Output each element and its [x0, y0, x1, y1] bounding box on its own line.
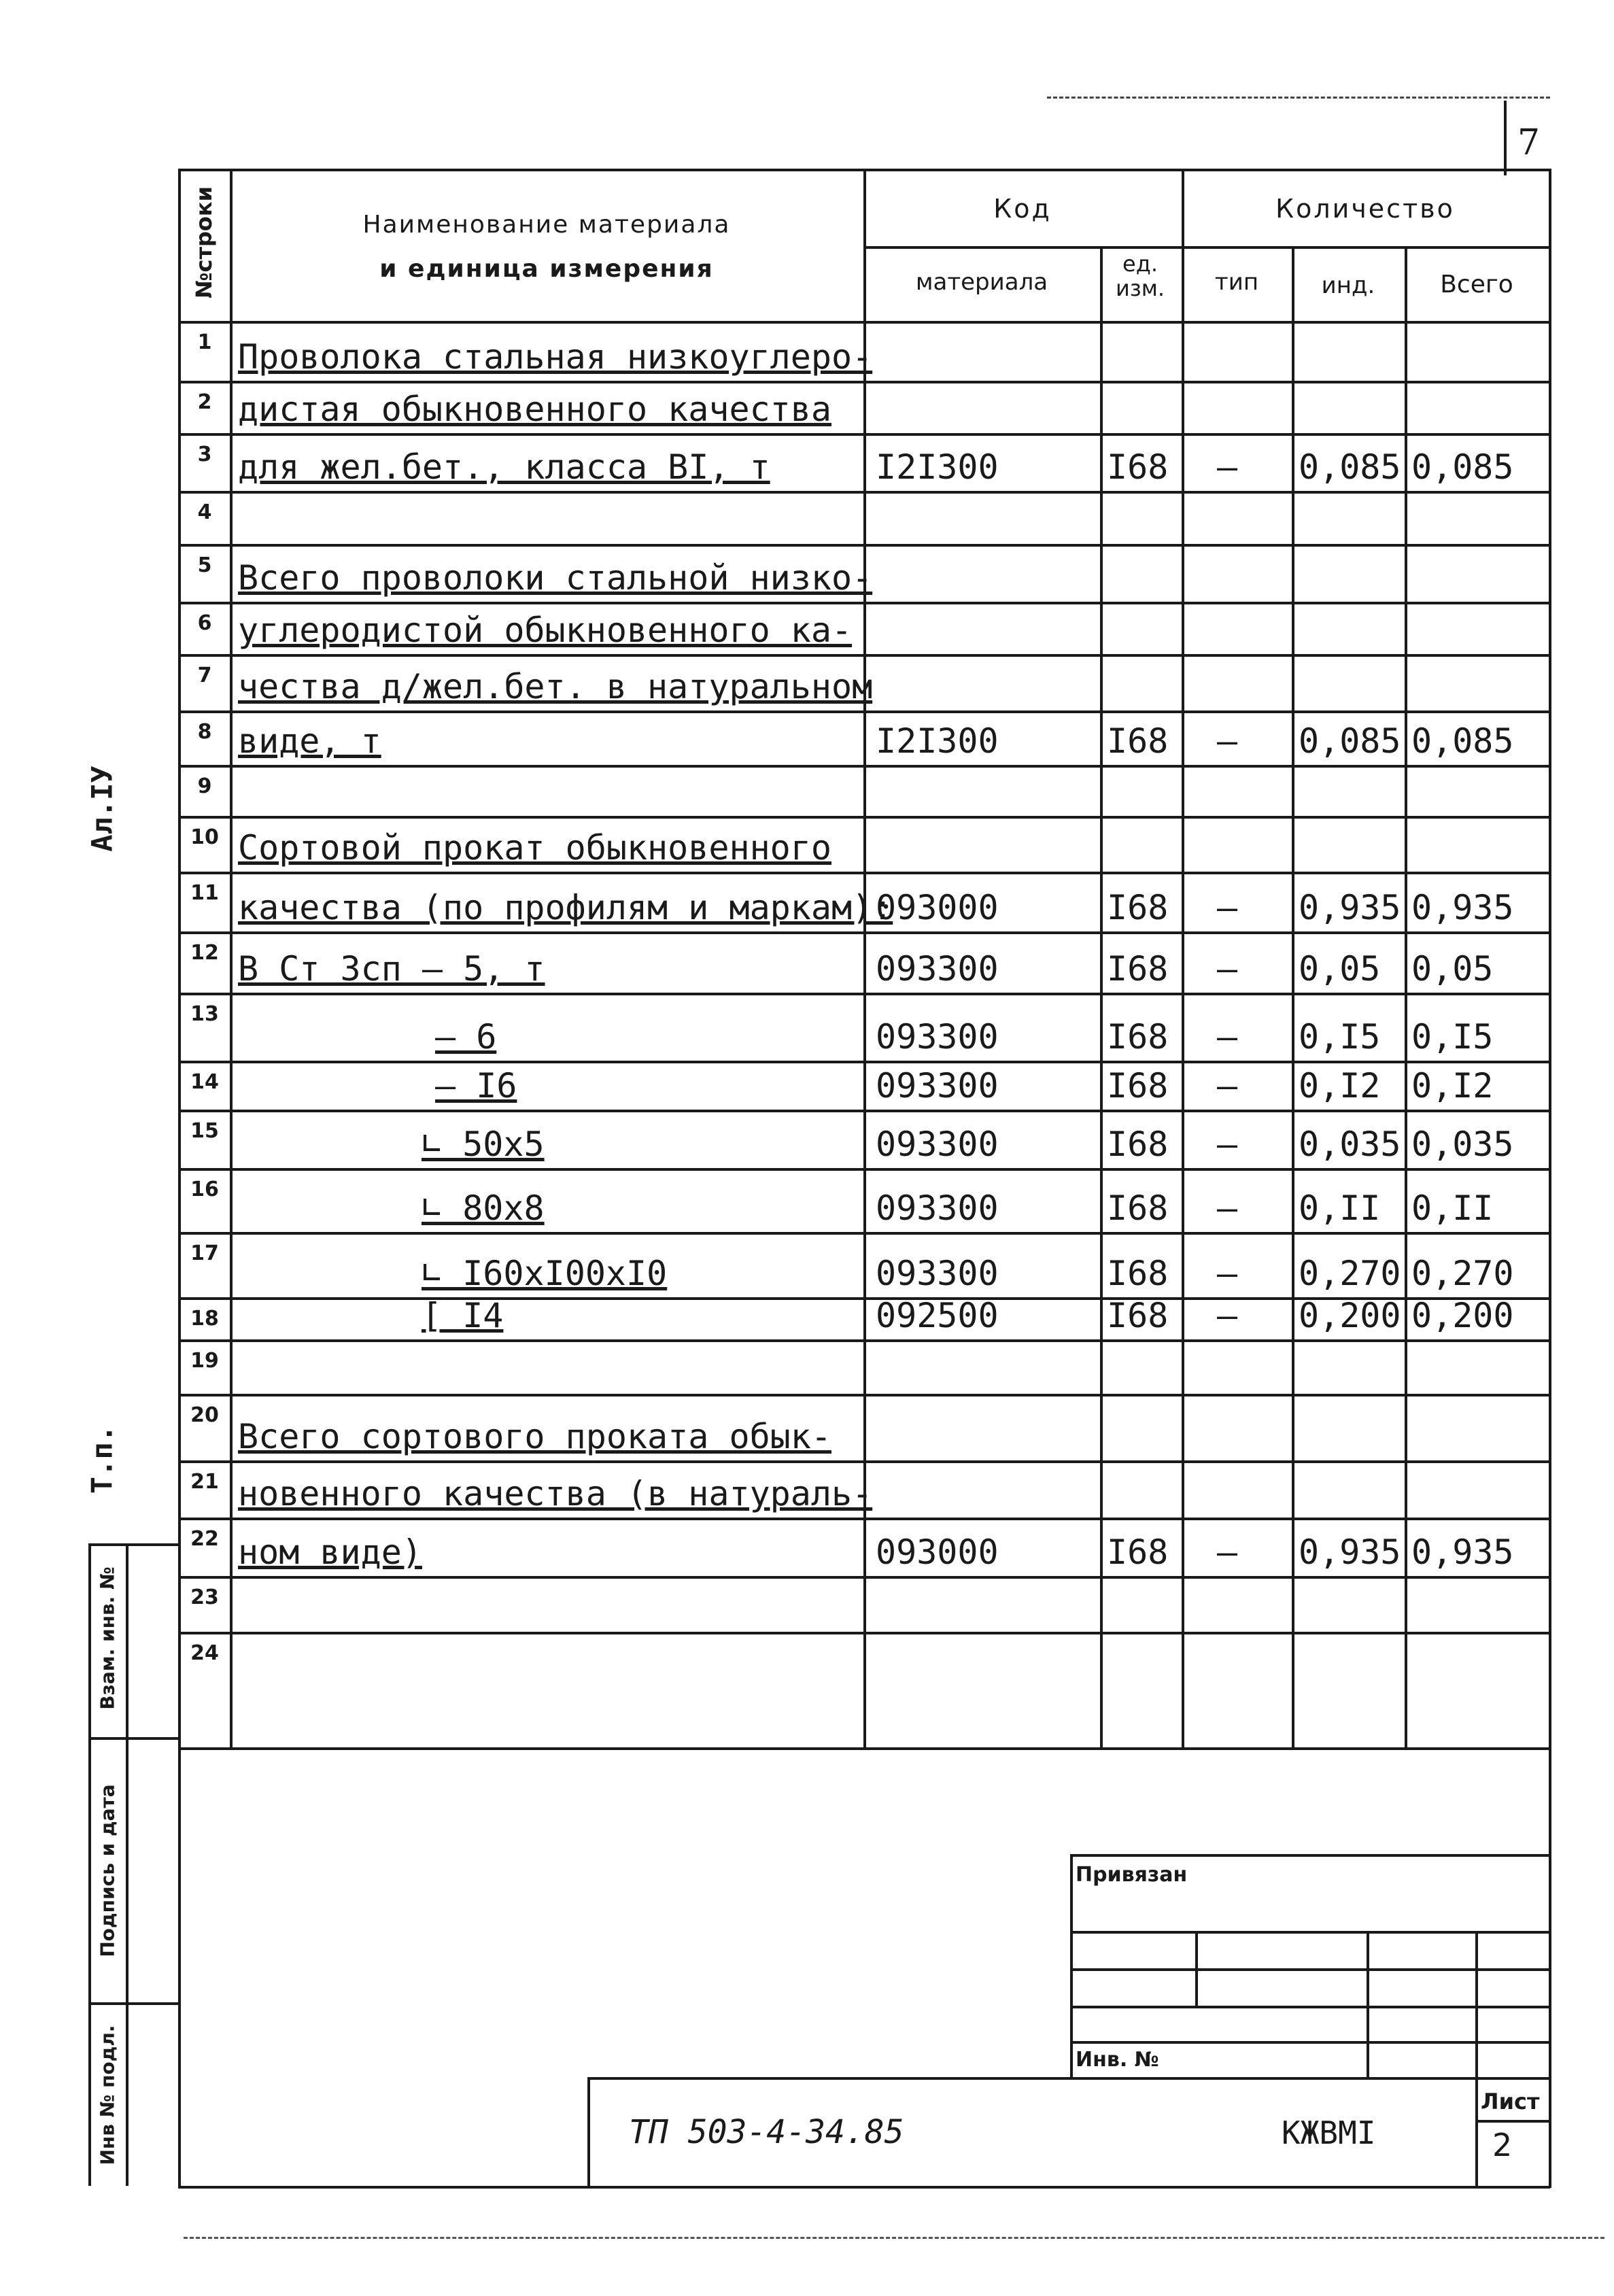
header-mid-line [863, 246, 1550, 249]
row-number: 1 [197, 330, 212, 354]
title-block-top [587, 2077, 1550, 2080]
stamp-col-2 [1367, 1931, 1369, 2079]
row-code: 092500 [876, 1296, 999, 1335]
row-unit: I68 [1107, 447, 1169, 487]
row-name: чества д/жел.бет. в натуральном [238, 667, 873, 706]
row-number: 18 [190, 1307, 219, 1331]
row-name: ном виде) [238, 1532, 422, 1572]
row-number: 12 [190, 941, 219, 965]
row-name: виде, т [238, 721, 381, 761]
stamp-line-4 [1070, 2041, 1550, 2044]
row-ind: 0,085 [1299, 447, 1401, 487]
row-line [178, 765, 1550, 768]
row-number: 9 [197, 774, 212, 798]
row-total: 0,I5 [1411, 1017, 1494, 1057]
header-total: Всего [1440, 271, 1513, 298]
row-name: ∟ I60xI00xI0 [422, 1254, 668, 1293]
stamp-col-3 [1475, 1931, 1478, 2186]
row-line [178, 602, 1550, 604]
row-code: 093300 [876, 1125, 999, 1164]
col-rownum-right [230, 169, 233, 1747]
row-name: качества (по профилям и маркам): [238, 888, 893, 927]
row-line [178, 1460, 1550, 1463]
margin-label-podpis: Подпись и дата [96, 1784, 119, 1957]
header-bottom-line [178, 321, 1550, 324]
row-type: – [1217, 1254, 1238, 1293]
header-ind: инд. [1321, 272, 1375, 299]
header-code: Код [993, 194, 1052, 224]
row-code: 093000 [876, 1532, 999, 1572]
margin-mid-border [126, 1543, 128, 2186]
row-type: – [1217, 1532, 1238, 1572]
row-total: 0,085 [1411, 721, 1514, 761]
header-row-no: №строки [191, 186, 217, 298]
row-number: 4 [197, 500, 212, 524]
row-code: I2I300 [876, 447, 999, 487]
row-total: 0,270 [1411, 1254, 1514, 1293]
row-number: 13 [190, 1002, 219, 1026]
doc-mark: КЖВМI [1282, 2114, 1376, 2151]
row-line [178, 1232, 1550, 1235]
row-line [178, 1110, 1550, 1112]
row-type: – [1217, 721, 1238, 761]
row-line [178, 1576, 1550, 1579]
row-line [178, 816, 1550, 819]
row-ind: 0,05 [1299, 949, 1381, 989]
row-ind: 0,035 [1299, 1125, 1401, 1164]
page-number-box [1504, 101, 1507, 175]
row-unit: I68 [1107, 888, 1169, 927]
row-line [178, 1518, 1550, 1520]
row-name: Сортовой прокат обыкновенного [238, 828, 831, 868]
row-number: 16 [190, 1178, 219, 1201]
row-type: – [1217, 1017, 1238, 1057]
row-total: 0,05 [1411, 949, 1494, 989]
stamp-privyazan: Привязан [1076, 1863, 1188, 1887]
row-unit: I68 [1107, 1125, 1169, 1164]
stamp-col-1 [1195, 1931, 1198, 2006]
header-quantity: Количество [1275, 194, 1455, 224]
table-bottom-line [178, 1747, 1550, 1750]
header-name-line2: и единица измерения [379, 255, 714, 283]
row-number: 3 [197, 443, 212, 466]
row-unit: I68 [1107, 1532, 1169, 1572]
row-line [178, 1394, 1550, 1397]
sheet-label: Лист [1481, 2089, 1540, 2114]
row-unit: I68 [1107, 1296, 1169, 1335]
row-ind: 0,935 [1299, 1532, 1401, 1572]
header-name-line1: Наименование материала [362, 211, 731, 239]
row-total: 0,200 [1411, 1296, 1514, 1335]
row-name: Всего проволоки стальной низко- [238, 558, 873, 598]
row-number: 22 [190, 1527, 219, 1551]
row-name: дистая обыкновенного качества [238, 390, 831, 429]
row-name: ∟ 50x5 [422, 1125, 545, 1164]
title-block-left [587, 2077, 590, 2186]
row-line [178, 1168, 1550, 1171]
row-number: 6 [197, 611, 212, 635]
row-unit: I68 [1107, 1254, 1169, 1293]
row-code: 093300 [876, 1017, 999, 1057]
row-type: – [1217, 949, 1238, 989]
top-dash-line [1047, 97, 1550, 99]
header-type: тип [1214, 269, 1259, 296]
row-type: – [1217, 447, 1238, 487]
row-number: 23 [190, 1586, 219, 1609]
row-ind: 0,I2 [1299, 1066, 1381, 1106]
row-name: для жел.бет., класса ВI, т [238, 447, 770, 487]
col-material-right [1100, 246, 1103, 1747]
row-number: 14 [190, 1070, 219, 1094]
row-number: 24 [190, 1641, 219, 1665]
row-ind: 0,085 [1299, 721, 1401, 761]
row-unit: I68 [1107, 1017, 1169, 1057]
stamp-line-2 [1070, 1968, 1550, 1971]
row-type: – [1217, 1296, 1238, 1335]
row-number: 7 [197, 664, 212, 687]
row-line [178, 381, 1550, 383]
row-name: новенного качества (в натураль- [238, 1474, 873, 1513]
row-line [178, 1061, 1550, 1063]
row-total: 0,085 [1411, 447, 1514, 487]
stamp-line-1 [1070, 1931, 1550, 1934]
row-type: – [1217, 888, 1238, 927]
margin-top-border [88, 1543, 180, 1546]
row-total: 0,035 [1411, 1125, 1514, 1164]
col-ind-right [1405, 246, 1407, 1747]
col-unit-right [1182, 169, 1184, 1747]
row-code: 093300 [876, 1254, 999, 1293]
row-unit: I68 [1107, 1188, 1169, 1228]
row-name: Проволока стальная низкоуглеро- [238, 337, 873, 377]
row-code: 093300 [876, 949, 999, 989]
col-type-right [1292, 246, 1294, 1747]
frame-right [1549, 169, 1551, 2188]
row-name: – I6 [435, 1066, 517, 1106]
row-total: 0,II [1411, 1188, 1494, 1228]
row-type: – [1217, 1125, 1238, 1164]
row-type: – [1217, 1066, 1238, 1106]
margin-left-border [88, 1543, 91, 2186]
row-line [178, 1339, 1550, 1342]
bottom-dash-line [184, 2237, 1604, 2239]
page-number: 7 [1517, 122, 1541, 163]
row-number: 21 [190, 1470, 219, 1494]
row-number: 20 [190, 1403, 219, 1427]
row-name: [ I4 [422, 1296, 504, 1335]
row-line [178, 993, 1550, 995]
row-number: 2 [197, 390, 212, 414]
row-ind: 0,200 [1299, 1296, 1401, 1335]
row-total: 0,935 [1411, 1532, 1514, 1572]
row-line [178, 872, 1550, 874]
row-code: 093000 [876, 888, 999, 927]
row-code: I2I300 [876, 721, 999, 761]
sheet-divider [1475, 2120, 1550, 2123]
doc-code: ТП 503-4-34.85 [629, 2113, 904, 2151]
margin-label-vzam: Взам. инв. № [96, 1566, 119, 1710]
row-number: 19 [190, 1349, 219, 1373]
row-name: В Ст 3сп – 5, т [238, 949, 545, 989]
row-total: 0,935 [1411, 888, 1514, 927]
row-code: 093300 [876, 1066, 999, 1106]
row-name: углеродистой обыкновенного ка- [238, 611, 853, 650]
row-type: – [1217, 1188, 1238, 1228]
stamp-line-3 [1070, 2006, 1550, 2008]
stamp-top [1070, 1854, 1550, 1857]
row-line [178, 1632, 1550, 1634]
stamp-inv-no: Инв. № [1076, 2048, 1159, 2072]
row-line [178, 433, 1550, 436]
row-line [178, 710, 1550, 713]
row-unit: I68 [1107, 1066, 1169, 1106]
row-unit: I68 [1107, 949, 1169, 989]
row-line [178, 931, 1550, 934]
frame-bottom [178, 2186, 1550, 2189]
stamp-left [1070, 1854, 1073, 2078]
row-ind: 0,II [1299, 1188, 1381, 1228]
margin-label-inv: Инв № подл. [96, 2025, 119, 2165]
row-total: 0,I2 [1411, 1066, 1494, 1106]
row-number: 8 [197, 720, 212, 744]
row-line [178, 544, 1550, 547]
side-label-tp: Т.п. [85, 1424, 119, 1494]
row-ind: 0,I5 [1299, 1017, 1381, 1057]
row-ind: 0,270 [1299, 1254, 1401, 1293]
header-unit: ед. изм. [1115, 251, 1165, 301]
row-ind: 0,935 [1299, 888, 1401, 927]
row-number: 5 [197, 553, 212, 577]
row-number: 11 [190, 881, 219, 905]
row-number: 10 [190, 825, 219, 849]
row-name: – 6 [435, 1017, 497, 1057]
row-name: ∟ 80x8 [422, 1188, 545, 1228]
row-number: 17 [190, 1241, 219, 1265]
row-name: Всего сортового проката обык- [238, 1417, 831, 1456]
row-line [178, 654, 1550, 657]
sheet-number: 2 [1492, 2127, 1513, 2163]
row-unit: I68 [1107, 721, 1169, 761]
side-label-al: Ал.IУ [85, 766, 119, 852]
row-line [178, 491, 1550, 494]
header-material: материала [915, 269, 1048, 296]
row-number: 15 [190, 1119, 219, 1143]
row-code: 093300 [876, 1188, 999, 1228]
